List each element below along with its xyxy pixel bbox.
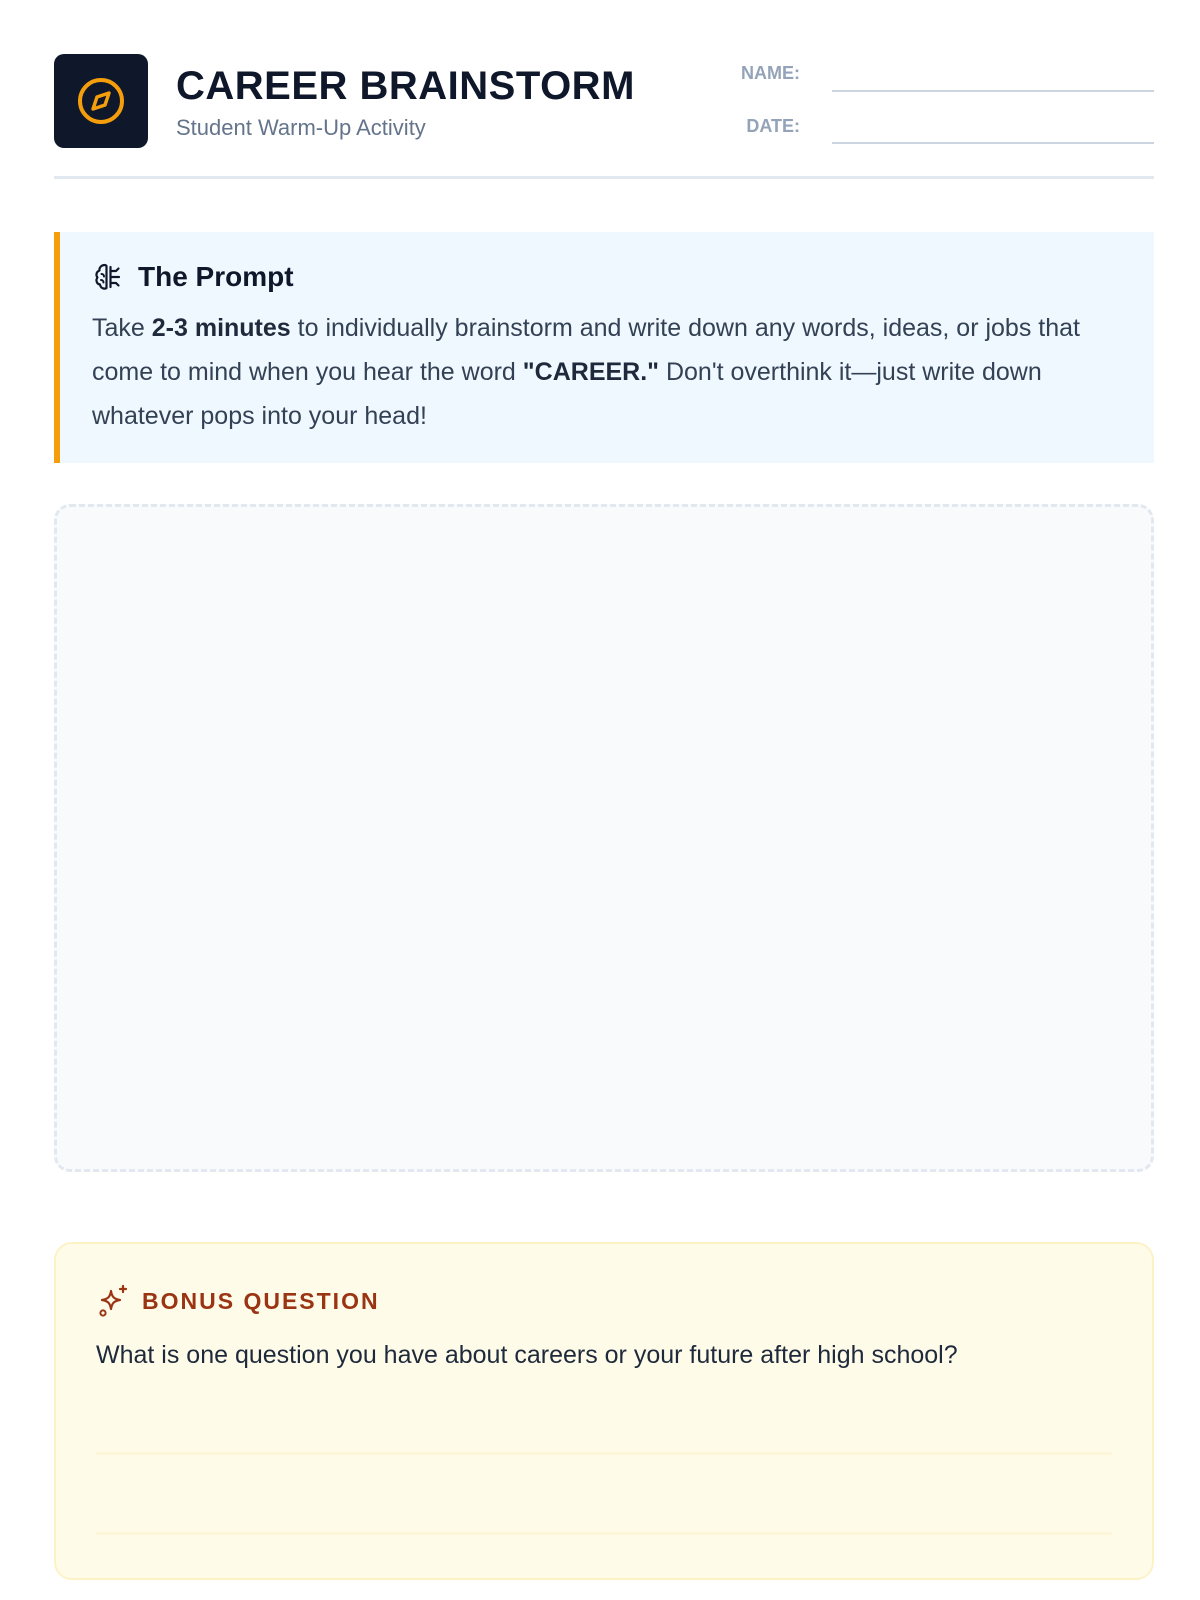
brainstorm-writing-area[interactable]: [54, 504, 1154, 1172]
prompt-text-part: Take: [92, 314, 152, 342]
page-title: CAREER BRAINSTORM: [176, 64, 635, 108]
bonus-heading: [96, 1284, 380, 1318]
bonus-box: [54, 1242, 1154, 1580]
brain-icon: [92, 261, 124, 293]
date-field[interactable]: [832, 142, 1154, 144]
bonus-question: What is one question you have about careers or your future after high school?: [96, 1341, 958, 1369]
prompt-heading: [92, 260, 294, 294]
page-subtitle: Student Warm-Up Activity: [176, 115, 426, 140]
sparkles-icon: [96, 1284, 130, 1318]
answer-line[interactable]: [96, 1532, 1112, 1535]
bonus-title: BONUS QUESTION: [142, 1288, 380, 1314]
logo-badge: [54, 54, 148, 148]
prompt-text-part: Don't overthink it—just write down whatever pops into your head!: [92, 358, 1042, 430]
date-label: DATE:: [746, 116, 800, 136]
compass-icon: [75, 75, 127, 127]
worksheet-header: [54, 54, 1154, 179]
prompt-text: [92, 306, 1112, 438]
prompt-box: [54, 232, 1154, 463]
prompt-title: The Prompt: [138, 261, 294, 292]
prompt-emphasis-duration: 2-3 minutes: [151, 314, 291, 342]
prompt-text-part: to individually brainstorm and write down any words, ideas, or jobs that come to mind when you hear the word: [92, 314, 1080, 386]
name-label: NAME:: [741, 63, 800, 83]
name-field[interactable]: [832, 90, 1154, 92]
answer-line[interactable]: [96, 1452, 1112, 1455]
prompt-emphasis-word: "CAREER.": [522, 358, 660, 386]
